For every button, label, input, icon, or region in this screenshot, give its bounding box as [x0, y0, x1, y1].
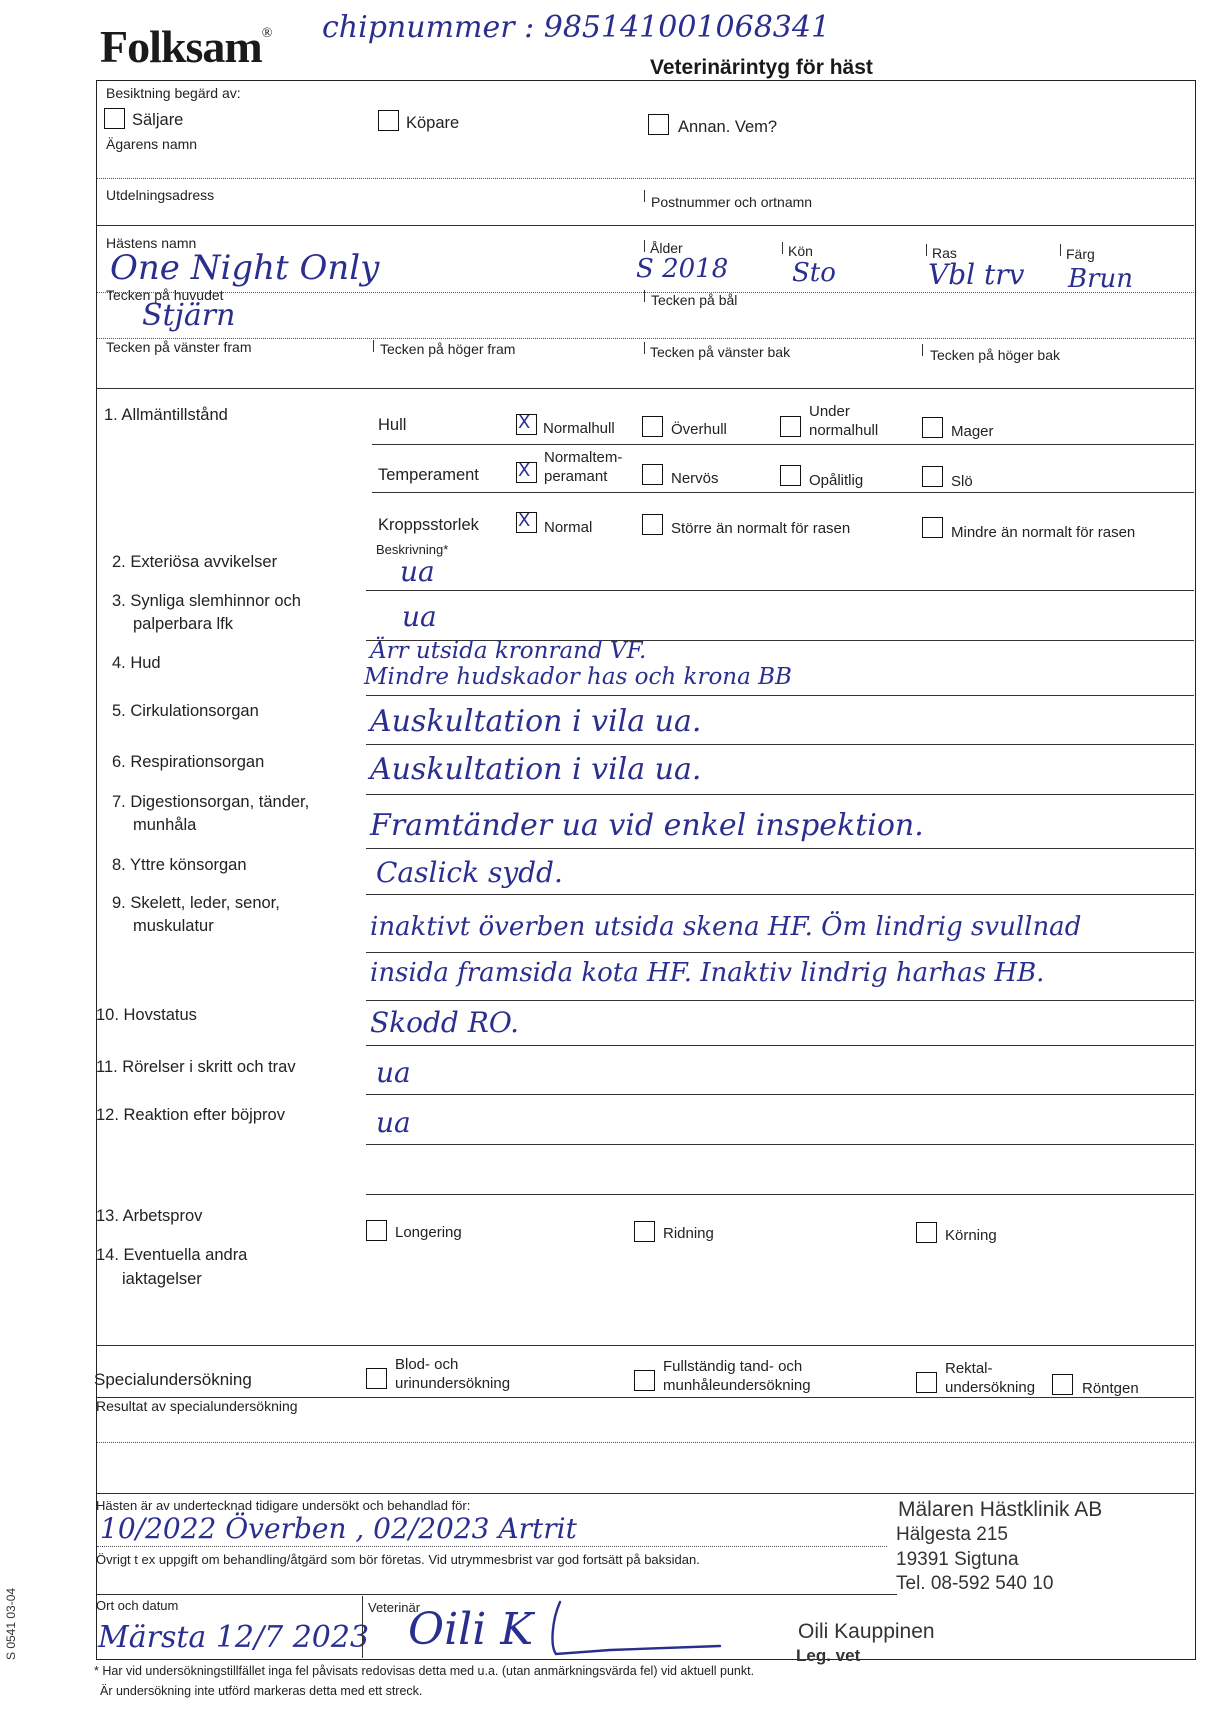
- longering-label: Longering: [395, 1224, 462, 1241]
- smaller-size-label: Mindre än normalt för rasen: [951, 524, 1136, 541]
- nervos-label: Nervös: [671, 470, 719, 487]
- sex-value: Sto: [792, 258, 836, 288]
- breed-tick: [926, 244, 927, 256]
- normal-temperament-label: Normaltem-peramant: [544, 449, 623, 485]
- other-section-end: [97, 1345, 1194, 1346]
- logo: [100, 20, 271, 73]
- checkbox-ridning[interactable]: [634, 1221, 655, 1242]
- head-marks-value: Stjärn: [142, 298, 236, 333]
- finding-line-9: [366, 952, 1194, 953]
- rb-tick: [922, 344, 923, 356]
- owner-line: [97, 178, 1194, 179]
- ridning-label: Ridning: [663, 1225, 714, 1242]
- age-label: Ålder: [650, 240, 683, 256]
- finding-value-11: ua: [376, 1056, 411, 1089]
- finding-line-10: [366, 1045, 1194, 1046]
- horse-name-label: Hästens namn: [106, 235, 197, 251]
- age-value: S 2018: [636, 254, 729, 284]
- finding-value-12: ua: [376, 1106, 411, 1139]
- finding-value-9b: insida framsida kota HF. Inaktiv lindrig harhas HB.: [370, 958, 1045, 988]
- checkbox-slo[interactable]: [922, 466, 943, 487]
- body-marks-label: Tecken på bål: [651, 292, 738, 308]
- checkbox-overhull[interactable]: [642, 416, 663, 437]
- horse-line: [97, 292, 1194, 293]
- finding-label-9: 9. Skelett, leder, senor,: [112, 894, 280, 912]
- finding-value-8: Caslick sydd.: [376, 856, 563, 889]
- breed-value: Vbl trv: [928, 258, 1025, 291]
- finding-value-4: Ärr utsida kronrand VF.: [370, 638, 647, 664]
- larger-size-label: Större än normalt för rasen: [671, 520, 851, 537]
- postal-label: Postnummer och ortnamn: [651, 194, 813, 210]
- finding-label-7: 7. Digestionsorgan, tänder,: [112, 793, 310, 811]
- history-line: [97, 1546, 887, 1547]
- horse-section-end: [97, 388, 1194, 389]
- chip-number: chipnummer : 985141001068341: [322, 10, 831, 45]
- clinic-street: Hälgesta 215: [896, 1524, 1008, 1545]
- head-marks-label: Tecken på huvudet: [106, 287, 224, 303]
- color-label: Färg: [1066, 246, 1095, 262]
- general-section-label: 1. Allmäntillstånd: [104, 406, 228, 424]
- special-result-label: Resultat av specialundersökning: [96, 1398, 298, 1414]
- color-tick: [1060, 244, 1061, 256]
- checkbox-under-normalhull[interactable]: [780, 416, 801, 437]
- finding-value-9: inaktivt överben utsida skena HF. Öm lindrig svullnad: [370, 912, 1082, 942]
- special-label: Specialundersökning: [94, 1370, 252, 1389]
- teeth-label: Fullständig tand- och munhåleundersökning: [663, 1358, 811, 1394]
- form-frame: [96, 80, 1196, 1660]
- temperament-label: Temperament: [378, 466, 479, 484]
- lf-marks-label: Tecken på vänster fram: [106, 339, 252, 355]
- sex-tick: [782, 242, 783, 254]
- checkbox-normal-size[interactable]: X: [516, 512, 537, 533]
- checkbox-normalhull[interactable]: X: [516, 414, 537, 435]
- description-label: Beskrivning*: [376, 542, 449, 557]
- finding-value-3: ua: [402, 600, 437, 633]
- korning-label: Körning: [945, 1227, 997, 1244]
- rf-marks-label: Tecken på höger fram: [380, 341, 516, 357]
- finding-line-12b: [366, 1194, 1194, 1195]
- finding-label-3: 3. Synliga slemhinnor och: [112, 592, 301, 610]
- checkbox-blood-urine[interactable]: [366, 1368, 387, 1389]
- lb-marks-label: Tecken på vänster bak: [650, 344, 791, 360]
- rf-tick: [373, 340, 374, 352]
- finding-line-2: [366, 590, 1194, 591]
- rb-marks-label: Tecken på höger bak: [930, 347, 1060, 363]
- lb-tick: [644, 342, 645, 354]
- footnote-line-1: * Har vid undersökningstillfället inga fel påvisats redovisas detta med u.a. (utan anmärkningsvärda fel) vid aktuell punkt.: [94, 1664, 755, 1678]
- mager-label: Mager: [951, 423, 994, 440]
- logo-text: Folksam: [100, 21, 262, 72]
- postal-tick: [644, 190, 645, 202]
- place-date-label: Ort och datum: [96, 1598, 179, 1613]
- signature-stroke: [540, 1596, 740, 1660]
- finding-value-7: Framtänder ua vid enkel inspektion.: [370, 808, 924, 843]
- slo-label: Slö: [951, 473, 973, 490]
- finding-value-6: Auskultation i vila ua.: [370, 752, 702, 787]
- finding-label-7b: munhåla: [133, 816, 197, 834]
- request-label: Besiktning begärd av:: [106, 85, 241, 101]
- finding-line-12: [366, 1144, 1194, 1145]
- checkbox-teeth[interactable]: [634, 1370, 655, 1391]
- checkbox-other[interactable]: [648, 114, 669, 135]
- finding-line-7: [366, 848, 1194, 849]
- place-date-value: Märsta 12/7 2023: [98, 1620, 370, 1655]
- finding-value-5: Auskultation i vila ua.: [370, 704, 702, 739]
- finding-line-11: [366, 1094, 1194, 1095]
- finding-label-12: 12. Reaktion efter böjprov: [96, 1106, 285, 1124]
- color-value: Brun: [1068, 264, 1134, 294]
- checkbox-rectal[interactable]: [916, 1372, 937, 1393]
- vet-divider: [362, 1596, 363, 1658]
- sex-label: Kön: [788, 243, 813, 259]
- finding-line-9b: [366, 1000, 1194, 1001]
- finding-value-10: Skodd RO.: [370, 1006, 520, 1039]
- overhull-label: Överhull: [671, 421, 727, 438]
- work-label: 13. Arbetsprov: [96, 1207, 203, 1225]
- size-label: Kroppsstorlek: [378, 516, 479, 534]
- checkbox-larger-size[interactable]: [642, 514, 663, 535]
- checkbox-korning[interactable]: [916, 1222, 937, 1243]
- history-value: 10/2022 Överben , 02/2023 Artrit: [100, 1512, 577, 1545]
- history-note: Övrigt t ex uppgift om behandling/åtgärd som bör företas. Vid utrymmesbrist var god fortsätt på baksidan.: [96, 1552, 700, 1567]
- finding-label-10: 10. Hovstatus: [96, 1006, 197, 1024]
- age-tick: [644, 240, 645, 252]
- checkbox-opalitlig[interactable]: [780, 465, 801, 486]
- breed-label: Ras: [932, 245, 957, 261]
- xray-label: Röntgen: [1082, 1380, 1139, 1397]
- owner-label: Ägarens namn: [106, 136, 198, 152]
- address-label: Utdelningsadress: [106, 187, 215, 203]
- vet-signature: Oili K: [408, 1604, 534, 1655]
- finding-label-8: 8. Yttre könsorgan: [112, 856, 247, 874]
- history-label: Hästen är av undertecknad tidigare undersökt och behandlad för:: [96, 1498, 471, 1513]
- clinic-phone: Tel. 08-592 540 10: [896, 1573, 1054, 1594]
- finding-label-2: 2. Exteriösa avvikelser: [112, 553, 278, 571]
- hull-line: [372, 444, 1194, 445]
- finding-line-5: [366, 744, 1194, 745]
- finding-label-5: 5. Cirkulationsorgan: [112, 702, 259, 720]
- logo-registered-mark: ®: [261, 26, 272, 41]
- other-label-b: iaktagelser: [122, 1270, 202, 1288]
- under-normalhull-label: Under normalhull: [809, 403, 879, 439]
- checkbox-normal-temperament[interactable]: X: [516, 462, 537, 483]
- checkbox-buyer[interactable]: [378, 110, 399, 131]
- blood-urine-label: Blod- och urinundersökning: [395, 1356, 511, 1392]
- option-other-label: Annan. Vem?: [678, 118, 778, 136]
- horse-name-value: One Night Only: [110, 248, 380, 288]
- body-tick: [644, 290, 645, 302]
- option-buyer-label: Köpare: [406, 114, 460, 132]
- finding-value-2: ua: [400, 555, 435, 588]
- option-seller-label: Säljare: [132, 111, 184, 129]
- vet-title: Leg. vet: [796, 1646, 861, 1665]
- finding-label-9b: muskulatur: [133, 917, 214, 935]
- finding-line-8: [366, 894, 1194, 895]
- clinic-city: 19391 Sigtuna: [896, 1549, 1019, 1570]
- vet-label: Veterinär: [368, 1600, 421, 1615]
- finding-line-6: [366, 794, 1194, 795]
- page-title: Veterinärintyg för häst: [650, 56, 873, 79]
- special-section-end: [97, 1493, 1194, 1494]
- address-line: [97, 225, 1194, 226]
- normalhull-label: Normalhull: [543, 420, 615, 437]
- rectal-label: Rektal- undersökning: [945, 1360, 1036, 1396]
- finding-label-11: 11. Rörelser i skritt och trav: [96, 1058, 296, 1076]
- finding-label-3b: palperbara lfk: [133, 615, 233, 633]
- finding-line-4: [366, 695, 1194, 696]
- hull-label: Hull: [378, 416, 407, 434]
- checkbox-longering[interactable]: [366, 1220, 387, 1241]
- checkbox-seller[interactable]: [104, 108, 125, 129]
- history-section-end: [97, 1594, 897, 1595]
- finding-value-4b: Mindre hudskador has och krona BB: [364, 664, 792, 690]
- vet-name: Oili Kauppinen: [798, 1620, 935, 1643]
- other-label: 14. Eventuella andra: [96, 1246, 248, 1264]
- checkbox-xray[interactable]: [1052, 1374, 1073, 1395]
- finding-label-4: 4. Hud: [112, 654, 161, 672]
- temperament-line: [372, 492, 1194, 493]
- checkbox-nervos[interactable]: [642, 464, 663, 485]
- side-form-code: S 0541 03-04: [4, 1587, 18, 1660]
- clinic-name: Mälaren Hästklinik AB: [898, 1498, 1103, 1521]
- opalitlig-label: Opålitlig: [809, 472, 864, 489]
- footnote-line-2: Är undersökning inte utförd markeras detta med ett streck.: [100, 1684, 423, 1698]
- marks-line: [97, 338, 1194, 339]
- finding-label-6: 6. Respirationsorgan: [112, 753, 265, 771]
- special-result-line: [97, 1442, 1194, 1443]
- checkbox-mager[interactable]: [922, 417, 943, 438]
- normal-size-label: Normal: [544, 519, 593, 536]
- checkbox-smaller-size[interactable]: [922, 517, 943, 538]
